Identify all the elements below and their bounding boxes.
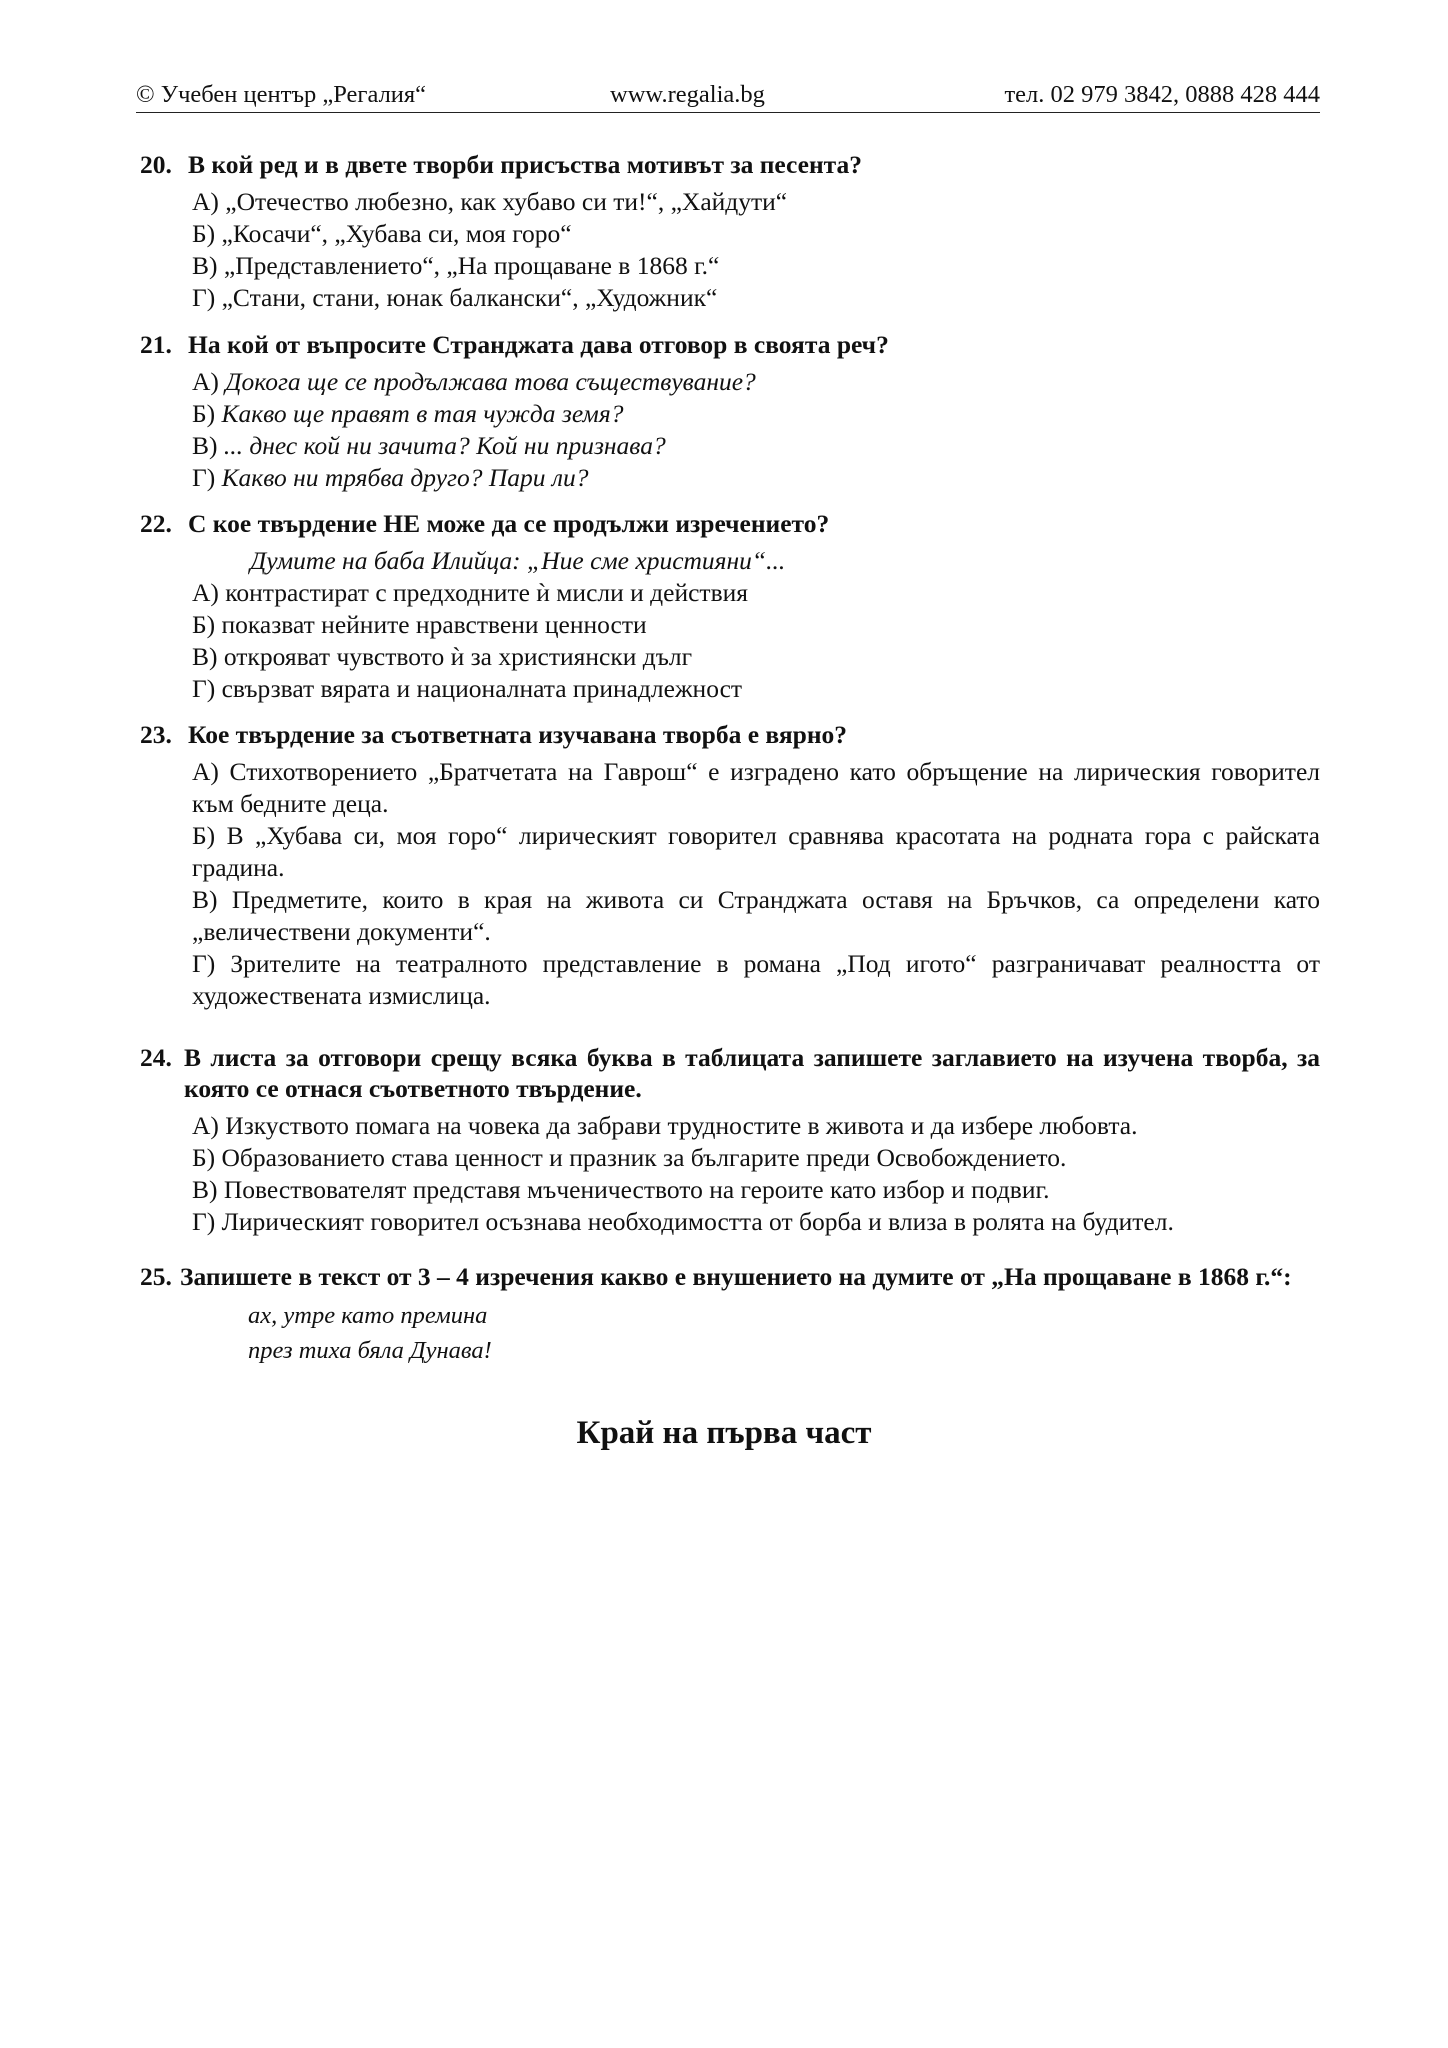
question-number: 20. [140, 150, 172, 179]
answer-options [192, 577, 1320, 705]
option-v[interactable]: В) Повествователят представя мъченичеството на героите като избор и подвиг. [192, 1175, 1050, 1204]
question-text: В кой ред и в двете творби присъства мотивът за песента? [188, 150, 863, 179]
option-letter: В) [192, 431, 218, 460]
question-number: 23. [140, 720, 172, 749]
option-text: Какво ще правят в тая чужда земя? [221, 399, 624, 428]
question-number: 24. [140, 1043, 172, 1072]
question-23 [140, 719, 1320, 1012]
option-b[interactable]: Б) „Косачи“, „Хубава си, моя горо“ [192, 219, 572, 248]
option-a[interactable]: А) Изкуството помага на човека да забрави трудностите в живота и да избере любовта. [192, 1111, 1138, 1140]
option-g[interactable]: Г) Лирическият говорител осъзнава необходимостта от борба и влиза в ролята на будител. [192, 1207, 1174, 1236]
question-number: 21. [140, 330, 172, 359]
question-heading [140, 149, 1320, 180]
question-number: 22. [140, 509, 172, 538]
publisher-label: © Учебен център „Регалия“ [136, 81, 427, 108]
option-b[interactable] [192, 398, 1320, 430]
poem-line: през тиха бяла Дунава! [248, 1337, 492, 1364]
answer-options [192, 186, 1320, 314]
option-v[interactable] [192, 430, 1320, 462]
option-b[interactable]: Б) Образованието става ценност и празник за българите преди Освобождението. [192, 1143, 1067, 1172]
option-v[interactable]: В) „Представлението“, „На прощаване в 1868 г.“ [192, 251, 720, 280]
phone-numbers: тел. 02 979 3842, 0888 428 444 [1004, 81, 1320, 108]
question-quote: Думите на баба Илийца: „Ние сме християни“... [250, 546, 786, 575]
option-g[interactable]: Г) Зрителите на театралното представление в романа „Под игото“ разграничават реалността от художествената измислица. [192, 949, 1320, 1010]
question-heading [140, 719, 1320, 750]
question-20 [140, 149, 1320, 314]
option-b[interactable]: Б) показват нейните нравствени ценности [192, 610, 647, 639]
question-heading [140, 1042, 1320, 1104]
question-22 [140, 508, 1320, 705]
option-g[interactable] [192, 462, 1320, 494]
question-text: Запишете в текст от 3 – 4 изречения какво е внушението на думите от „На прощаване в 1868 г.“: [180, 1262, 1292, 1291]
question-number: 25. [140, 1262, 172, 1291]
question-text: Кое твърдение за съответната изучавана творба е вярно? [188, 720, 848, 749]
question-heading [140, 508, 1320, 539]
question-text: С кое твърдение НЕ може да се продължи изречението? [188, 509, 830, 538]
option-b[interactable]: Б) В „Хубава си, моя горо“ лирическият говорител сравнява красотата на родната гора с райската градина. [192, 821, 1320, 882]
question-heading [140, 1261, 1320, 1292]
option-letter: Г) [192, 463, 216, 492]
question-text: В листа за отговори срещу всяка буква в таблицата запишете заглавието на изучена творба, за която се отнася съответното твърдение. [184, 1043, 1320, 1103]
option-letter: А) [192, 367, 219, 396]
option-a[interactable]: А) контрастират с предходните ѝ мисли и действия [192, 578, 748, 607]
question-text: На кой от въпросите Странджата дава отговор в своята реч? [188, 330, 889, 359]
poem-quote [248, 1298, 1320, 1368]
option-g[interactable]: Г) „Стани, стани, юнак балкански“, „Художник“ [192, 283, 718, 312]
answer-options [192, 1110, 1320, 1238]
option-a[interactable]: А) Стихотворението „Братчетата на Гаврош“ е изградено като обръщение на лирическия говорител към бедните деца. [192, 757, 1320, 818]
option-g[interactable]: Г) свързват вярата и националната принадлежност [192, 674, 743, 703]
option-text: Какво ни трябва друго? Пари ли? [221, 463, 589, 492]
question-heading [140, 329, 1320, 360]
answer-options [192, 756, 1320, 1012]
option-text: ... днес кой ни зачита? Кой ни признава? [223, 431, 666, 460]
answer-options [192, 366, 1320, 494]
question-25 [140, 1261, 1320, 1368]
question-21 [140, 329, 1320, 494]
option-v[interactable]: В) открояват чувството ѝ за християнски дълг [192, 642, 693, 671]
website-link[interactable]: www.regalia.bg [610, 81, 765, 108]
option-text: Докога ще се продължава това съществувание? [225, 367, 756, 396]
option-letter: Б) [192, 399, 216, 428]
option-a[interactable] [192, 366, 1320, 398]
end-of-part-title: Край на първа част [576, 1415, 872, 1451]
option-a[interactable]: А) „Отечество любезно, как хубаво си ти!“, „Хайдути“ [192, 187, 788, 216]
poem-line: ах, утре като премина [248, 1302, 488, 1329]
question-24 [140, 1042, 1320, 1238]
option-v[interactable]: В) Предметите, които в края на живота си Странджата оставя на Бръчков, са определени като „величествени документи“. [192, 885, 1320, 946]
page-header [136, 78, 1320, 113]
